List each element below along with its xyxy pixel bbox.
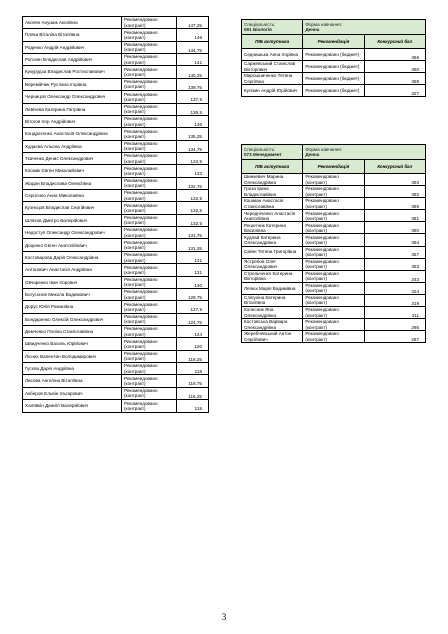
- applicant-name-cell: Лісних Валентин Володимирович: [23, 350, 122, 362]
- management-header-row: [242, 160, 426, 174]
- recommendation-cell: Рекомендовано (контракт): [303, 198, 364, 210]
- score-cell: 366: [364, 49, 425, 61]
- score-cell: 364: [364, 234, 425, 246]
- management-header-recommendation: Рекомендація: [303, 160, 364, 174]
- biology-specialty-row: [242, 20, 426, 35]
- biology-specialty-cell: [242, 20, 303, 35]
- applicant-name-cell: Космик Євген Миколайович: [23, 165, 122, 177]
- applicant-name-cell: Дорус Юлія Романівна: [23, 301, 122, 313]
- table-row: [242, 282, 426, 294]
- recommendation-cell: Рекомендовано (контракт): [122, 363, 177, 375]
- applicant-name-cell: Стрельченко Катерина Вікторівна: [242, 270, 303, 282]
- recommendation-cell: Рекомендовано (контракт): [122, 264, 177, 276]
- recommendation-cell: Рекомендовано (контракт): [122, 91, 177, 103]
- recommendation-cell: Рекомендовано (контракт): [303, 294, 364, 306]
- score-cell: 146: [177, 29, 209, 41]
- table-row: [242, 210, 426, 222]
- recommendation-cell: Рекомендовано (контракт): [303, 307, 364, 319]
- table-row: [242, 85, 426, 97]
- table-row: [23, 91, 209, 103]
- score-cell: 136,5: [177, 103, 209, 115]
- table-row: [23, 276, 209, 288]
- table-row: [23, 264, 209, 276]
- biology-header-recommendation: Рекомендація: [303, 35, 364, 49]
- score-cell: 295: [364, 319, 425, 331]
- score-cell: 324: [364, 282, 425, 294]
- management-form-value: Денна: [305, 152, 320, 157]
- score-cell: 147,25: [177, 17, 209, 29]
- recommendation-cell: Рекомендовано (контракт): [122, 140, 177, 152]
- score-cell: 132,5: [177, 202, 209, 214]
- table-row: [23, 152, 209, 164]
- recommendation-cell: Рекомендовано (бюджет): [303, 61, 364, 73]
- recommendation-cell: Рекомендовано (контракт): [122, 313, 177, 325]
- applicant-name-cell: Овчаренко Іван Ігорович: [23, 276, 122, 288]
- score-cell: 118: [177, 363, 209, 375]
- recommendation-cell: Рекомендовано (контракт): [122, 350, 177, 362]
- management-specialty-label: Спеціальність:: [244, 146, 276, 152]
- biology-header-score: Конкурсний бал: [364, 35, 425, 49]
- applicant-name-cell: Ткаченко Денис Олександрович: [23, 152, 122, 164]
- table-row: [23, 363, 209, 375]
- score-cell: 311: [364, 307, 425, 319]
- management-specialty-row: [242, 145, 426, 160]
- table-row: [23, 115, 209, 127]
- table-row: [23, 325, 209, 337]
- applicant-name-cell: Сліпухіна Катерина Віталіївна: [242, 294, 303, 306]
- table-row: [242, 61, 426, 73]
- applicant-name-cell: Решетник Катерина Василівна: [242, 222, 303, 234]
- score-cell: 140,25: [177, 66, 209, 78]
- applicant-name-cell: Кукурудза Владислав Ростиславович: [23, 66, 122, 78]
- recommendation-cell: Рекомендовано (контракт): [122, 251, 177, 263]
- applicant-name-cell: Кондратенко Анастасія Олександрівна: [23, 128, 122, 140]
- recommendation-cell: Рекомендовано (контракт): [122, 375, 177, 387]
- applicant-name-cell: Веремійчик Руслана Ігорівна: [23, 78, 122, 90]
- recommendation-cell: Рекомендовано (контракт): [303, 282, 364, 294]
- applicant-name-cell: Гроза Ірина Владиславівна: [242, 186, 303, 198]
- table-row: [23, 400, 209, 412]
- recommendation-cell: Рекомендовано (контракт): [122, 115, 177, 127]
- table-row: [242, 174, 426, 186]
- table-row: [23, 140, 209, 152]
- applicant-name-cell: Шляхов Дмитро Валерійович: [23, 214, 122, 226]
- recommendation-cell: Рекомендовано (контракт): [303, 210, 364, 222]
- table-row: [242, 319, 426, 331]
- table-row: [23, 128, 209, 140]
- applicant-name-cell: Чередніченко Анастасія Анатоліївна: [242, 210, 303, 222]
- biology-header-row: [242, 35, 426, 49]
- recommendation-cell: Рекомендовано (контракт): [122, 128, 177, 140]
- table-row: [23, 54, 209, 66]
- applicant-name-cell: Бондаренко Олексій Олександрович: [23, 313, 122, 325]
- score-cell: 130: [177, 276, 209, 288]
- recommendation-cell: Рекомендовано (контракт): [303, 174, 364, 186]
- recommendation-cell: Рекомендовано (контракт): [303, 246, 364, 258]
- table-row: [23, 239, 209, 251]
- table-row: [242, 198, 426, 210]
- table-row: [23, 301, 209, 313]
- applicant-name-cell: Кулікин Андрій Юрійович: [242, 85, 303, 97]
- management-form-label: Форма навчання:: [305, 146, 343, 152]
- recommendation-cell: Рекомендовано (контракт): [303, 186, 364, 198]
- score-cell: 135,25: [177, 128, 209, 140]
- score-cell: 131: [177, 251, 209, 263]
- applicant-name-cell: Ястребов Олег Олександрович: [242, 258, 303, 270]
- score-cell: 132,75: [177, 177, 209, 189]
- table-row: [23, 313, 209, 325]
- table-row: [23, 350, 209, 362]
- recommendation-cell: Рекомендовано (контракт): [122, 29, 177, 41]
- recommendation-cell: Рекомендовано (контракт): [122, 301, 177, 313]
- table-row: [23, 227, 209, 239]
- management-specialty-cell: [242, 145, 303, 160]
- recommendation-cell: Рекомендовано (контракт): [122, 202, 177, 214]
- table-row: [23, 190, 209, 202]
- table-row: [242, 307, 426, 319]
- table-row: [23, 29, 209, 41]
- recommendation-cell: Рекомендовано (контракт): [122, 276, 177, 288]
- applicant-name-cell: Мирошниченко Тетяна Сергіївна: [242, 73, 303, 85]
- recommendation-cell: Рекомендовано (контракт): [303, 222, 364, 234]
- applicant-name-cell: Антонович Анастасія Андріївна: [23, 264, 122, 276]
- recommendation-cell: Рекомендовано (контракт): [122, 41, 177, 53]
- management-ranking-body: [242, 174, 426, 343]
- score-cell: 132,5: [177, 214, 209, 226]
- table-row: [23, 177, 209, 189]
- applicant-name-cell: Гусєва Дарія Андріївна: [23, 363, 122, 375]
- table-row: [242, 73, 426, 85]
- table-row: [23, 251, 209, 263]
- biology-form-label: Форма навчання:: [305, 21, 343, 27]
- table-row: [23, 41, 209, 53]
- applicant-name-cell: Доценко Євген Анатолійович: [23, 239, 122, 251]
- applicant-name-cell: Рогозян Владислав Андрійович: [23, 54, 122, 66]
- score-cell: 124: [177, 325, 209, 337]
- applicant-name-cell: Кошман Анастасія Станіславівна: [242, 198, 303, 210]
- table-row: [23, 375, 209, 387]
- biology-form-value: Денна: [305, 27, 320, 32]
- table-row: [242, 49, 426, 61]
- recommendation-cell: Рекомендовано (контракт): [122, 325, 177, 337]
- applicant-name-cell: Колесник Яна Олександрівна: [242, 307, 303, 319]
- recommendation-cell: Рекомендовано (контракт): [122, 387, 177, 399]
- applicant-name-cell: Седнишька Анна Ігорівна: [242, 49, 303, 61]
- recommendation-cell: Рекомендовано (контракт): [122, 239, 177, 251]
- applicant-name-cell: Лепюх Марія Вадимівна: [242, 282, 303, 294]
- score-cell: 381: [364, 210, 425, 222]
- recommendation-cell: Рекомендовано (контракт): [122, 227, 177, 239]
- applicant-name-cell: Черницов Олександр Олександрович: [23, 91, 122, 103]
- recommendation-cell: Рекомендовано (контракт): [303, 319, 364, 331]
- biology-header-name: ПІБ вступника: [242, 35, 303, 49]
- left-ranking-table: [22, 16, 209, 413]
- applicant-name-cell: Демченко Поліна Станіславівна: [23, 325, 122, 337]
- score-cell: 319: [364, 294, 425, 306]
- table-row: [242, 222, 426, 234]
- table-row: [23, 66, 209, 78]
- recommendation-cell: Рекомендовано (контракт): [122, 17, 177, 29]
- applicant-name-cell: Костовська Варвара Олександрівна: [242, 319, 303, 331]
- applicant-name-cell: Акберов Ельвін Ільгарович: [23, 387, 122, 399]
- management-header-score: Конкурсний бал: [364, 160, 425, 174]
- table-row: [242, 246, 426, 258]
- recommendation-cell: Рекомендовано (контракт): [303, 234, 364, 246]
- score-cell: 137,5: [177, 91, 209, 103]
- score-cell: 139,75: [177, 78, 209, 90]
- applicant-name-cell: Вітогов Ігор Андрійович: [23, 115, 122, 127]
- recommendation-cell: Рекомендовано (контракт): [122, 288, 177, 300]
- score-cell: 116,25: [177, 387, 209, 399]
- recommendation-cell: Рекомендовано (контракт): [122, 103, 177, 115]
- biology-ranking-body: [242, 49, 426, 97]
- recommendation-cell: Рекомендовано (контракт): [122, 190, 177, 202]
- recommendation-cell: Рекомендовано (контракт): [122, 54, 177, 66]
- score-cell: 343: [364, 270, 425, 282]
- recommendation-cell: Рекомендовано (контракт): [122, 214, 177, 226]
- score-cell: 133: [177, 165, 209, 177]
- score-cell: 287: [364, 331, 425, 343]
- table-row: [23, 17, 209, 29]
- score-cell: 327: [364, 85, 425, 97]
- score-cell: 118,25: [177, 350, 209, 362]
- score-cell: 144,75: [177, 41, 209, 53]
- table-row: [23, 387, 209, 399]
- table-row: [23, 288, 209, 300]
- management-form-cell: [303, 145, 426, 160]
- table-row: [242, 234, 426, 246]
- recommendation-cell: Рекомендовано (контракт): [303, 331, 364, 343]
- table-row: [242, 186, 426, 198]
- table-row: [23, 202, 209, 214]
- table-row: [242, 258, 426, 270]
- applicant-name-cell: Акопян Анушик Акопівна: [23, 17, 122, 29]
- score-cell: 131,25: [177, 239, 209, 251]
- score-cell: 131,75: [177, 227, 209, 239]
- score-cell: 385: [364, 198, 425, 210]
- applicant-name-cell: Левічева Катерина Петрівна: [23, 103, 122, 115]
- score-cell: 131: [177, 264, 209, 276]
- recommendation-cell: Рекомендовано (контракт): [303, 258, 364, 270]
- score-cell: 134,5: [177, 152, 209, 164]
- biology-specialty-value: 091 Біологія: [244, 27, 272, 32]
- score-cell: 116,75: [177, 375, 209, 387]
- applicant-name-cell: Кузнєцов Владислав Сергійович: [23, 202, 122, 214]
- applicant-name-cell: Сміян Тетяна Григорівна: [242, 246, 303, 258]
- biology-specialty-label: Спеціальність:: [244, 21, 276, 27]
- table-row: [242, 294, 426, 306]
- management-specialty-value: 073 Менеджмент: [244, 152, 282, 157]
- table-row: [23, 78, 209, 90]
- score-cell: 132,5: [177, 190, 209, 202]
- recommendation-cell: Рекомендовано (контракт): [122, 177, 177, 189]
- table-row: [23, 338, 209, 350]
- applicant-name-cell: Лисова Ангеліна Віталіївна: [23, 375, 122, 387]
- table-row: [23, 214, 209, 226]
- applicant-name-cell: Худаєва Альона Андріївна: [23, 140, 122, 152]
- score-cell: 127,5: [177, 301, 209, 313]
- score-cell: 120: [177, 338, 209, 350]
- recommendation-cell: Рекомендовано (контракт): [122, 400, 177, 412]
- applicant-name-cell: Костоварова Дарія Олександрівна: [23, 251, 122, 263]
- left-ranking-body: [23, 17, 209, 413]
- recommendation-cell: Рекомендовано (бюджет): [303, 85, 364, 97]
- score-cell: 392: [364, 186, 425, 198]
- applicant-name-cell: Кудлай Катерина Олександрівна: [242, 234, 303, 246]
- applicant-name-cell: Шинкевич Марина Олександрівна: [242, 174, 303, 186]
- management-ranking-table: [241, 144, 426, 343]
- biology-form-cell: [303, 20, 426, 35]
- applicant-name-cell: Сергієнко Анна Миколаївна: [23, 190, 122, 202]
- table-row: [23, 165, 209, 177]
- recommendation-cell: Рекомендовано (бюджет): [303, 49, 364, 61]
- score-cell: 353: [364, 258, 425, 270]
- table-row: [242, 331, 426, 343]
- applicant-name-cell: Швидченко Василь Юрійович: [23, 338, 122, 350]
- recommendation-cell: Рекомендовано (контракт): [122, 338, 177, 350]
- score-cell: 115: [177, 400, 209, 412]
- recommendation-cell: Рекомендовано (контракт): [122, 152, 177, 164]
- score-cell: 136: [177, 115, 209, 127]
- recommendation-cell: Рекомендовано (контракт): [122, 66, 177, 78]
- applicant-name-cell: Роденко Андрій Андрійович: [23, 41, 122, 53]
- score-cell: 380: [364, 222, 425, 234]
- score-cell: 360: [364, 61, 425, 73]
- score-cell: 358: [364, 73, 425, 85]
- applicant-name-cell: Пляка Віталіна Віталіївна: [23, 29, 122, 41]
- recommendation-cell: Рекомендовано (контракт): [122, 78, 177, 90]
- applicant-name-cell: Недоступ Олександр Олександрович: [23, 227, 122, 239]
- score-cell: 141: [177, 54, 209, 66]
- score-cell: 134,75: [177, 140, 209, 152]
- management-header-name: ПІБ вступника: [242, 160, 303, 174]
- recommendation-cell: Рекомендовано (бюджет): [303, 73, 364, 85]
- biology-ranking-table: [241, 19, 426, 97]
- recommendation-cell: Рекомендовано (контракт): [303, 270, 364, 282]
- score-cell: 124,75: [177, 313, 209, 325]
- table-row: [242, 270, 426, 282]
- applicant-name-cell: Жадан Владислава Олексіївна: [23, 177, 122, 189]
- applicant-name-cell: Богусонов Микола Вадимович: [23, 288, 122, 300]
- recommendation-cell: Рекомендовано (контракт): [122, 165, 177, 177]
- applicant-name-cell: Жеребчевський Антон Сергійович: [242, 331, 303, 343]
- score-cell: 129,75: [177, 288, 209, 300]
- score-cell: 393: [364, 174, 425, 186]
- table-row: [23, 103, 209, 115]
- applicant-name-cell: Халявкін Даниїл Валерійович: [23, 400, 122, 412]
- applicant-name-cell: Саржевський Станіслав Вікторович: [242, 61, 303, 73]
- score-cell: 357: [364, 246, 425, 258]
- page-number: 3: [221, 612, 227, 622]
